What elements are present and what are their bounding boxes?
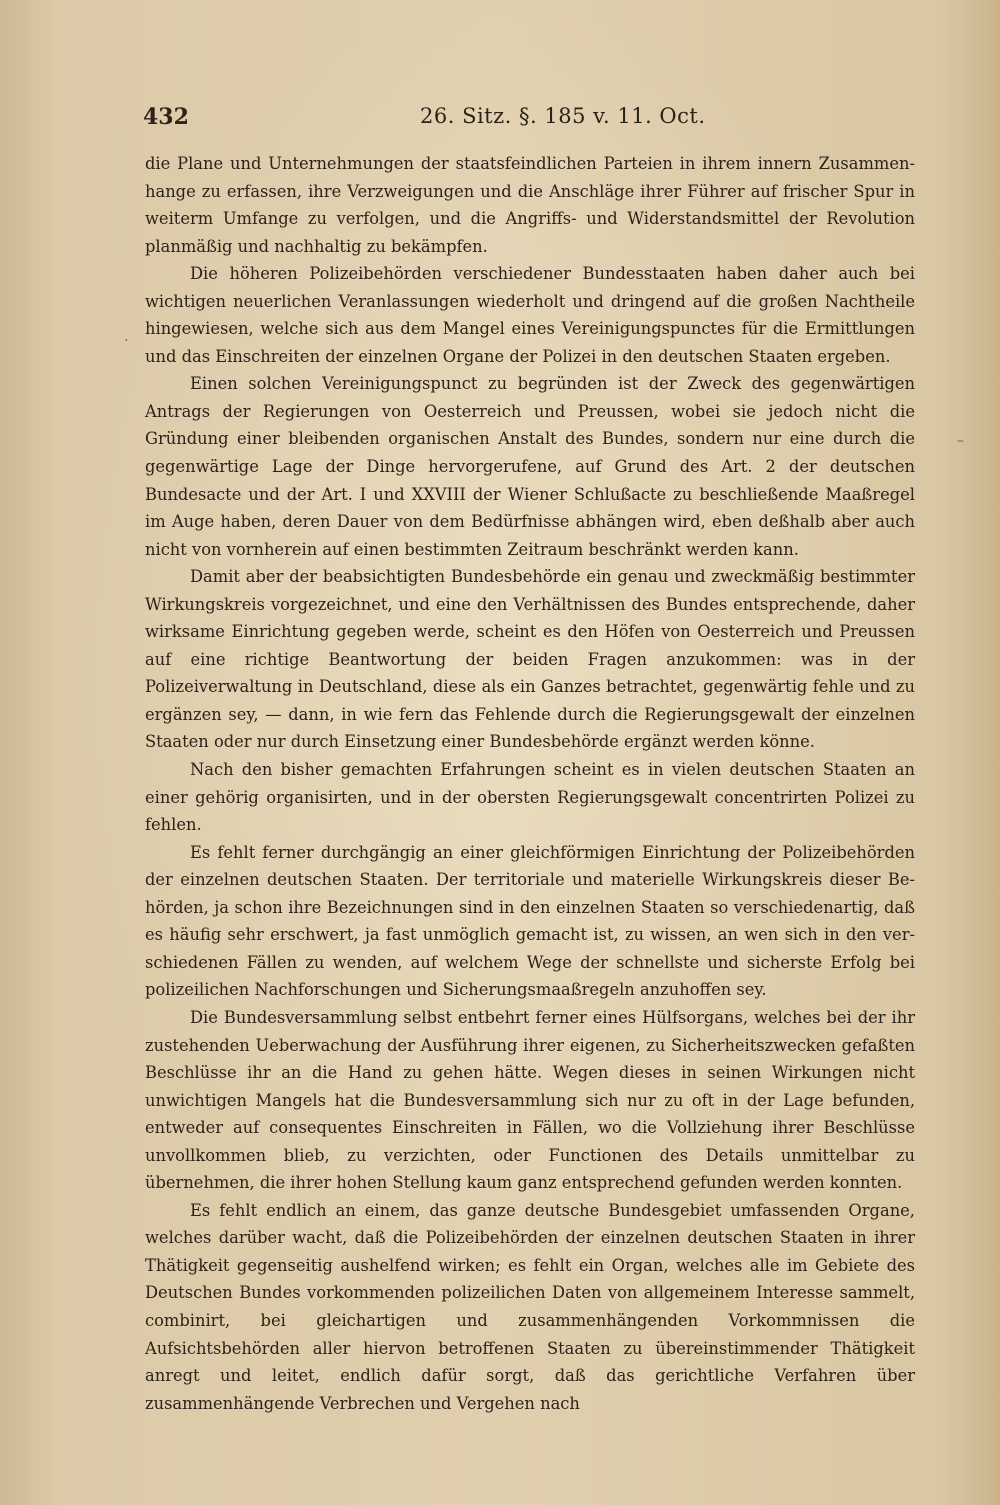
- paragraph-5: Nach den bisher gemachten Erfahrungen scheint es in vielen deutschen Staaten an einer gehörig organisirten, und in der obersten Regierungsgewalt concentrirten Polizei zu fehlen.: [145, 760, 915, 835]
- page-header: [143, 104, 915, 138]
- paragraph-4: Damit aber der beabsichtigten Bundesbehörde ein genau und zweckmäßig bestimmter Wirkungskreis vorgezeichnet, und eine den Verhältnissen des Bundes entsprechende, daher wirksame Einrichtung gegeben werde, scheint es den Höfen von Oesterreich und Preussen auf eine richtige Beantwortung der beiden Fragen anzukommen: was in der Polizeiverwaltung in Deutschland, diese als ein Ganzes betrachtet, gegenwärtig fehle und zu ergänzen sey, — dann, in wie fern das Fehlende durch die Regierungsgewalt der einzelnen Staaten oder nur durch Einsetzung einer Bundesbehörde ergänzt werden könne.: [145, 567, 915, 752]
- running-head: 26. Sitz. §. 185 v. 11. Oct.: [420, 104, 706, 128]
- margin-mark-dash: –: [957, 433, 964, 449]
- paragraph-3: Einen solchen Vereinigungspunct zu begründen ist der Zweck des gegenwärtigen Antrags der Regierungen von Oesterreich und Preussen, wobei sie jedoch nicht die Gründung einer bleibenden organischen Anstalt des Bundes, sondern nur eine durch die gegenwärtige Lage der Dinge hervorgerufene, auf Grund des Art. 2 der deutschen Bundesacte und der Art. I und XXVIII der Wiener Schlußacte zu beschließende Maaßregel im Auge haben, deren Dauer von dem Bedürfnisse abhängen wird, eben deßhalb aber auch nicht von vornherein auf einen bestimmten Zeitraum beschränkt werden kann.: [145, 374, 915, 559]
- page-number: 432: [143, 104, 189, 130]
- body-text: [145, 150, 915, 1417]
- margin-mark-dot: ·: [124, 333, 129, 349]
- paragraph-2: Die höheren Polizeibehörden verschiedener Bundesstaaten haben daher auch bei wichtigen neuerlichen Veranlassungen wiederholt und dringend auf die großen Nachtheile hingewiesen, welche sich aus dem Mangel eines Vereinigungspunctes für die Ermittlungen und das Einschreiten der einzelnen Organe der Polizei in den deutschen Staaten ergeben.: [145, 264, 915, 366]
- paragraph-7: Die Bundesversammlung selbst entbehrt ferner eines Hülfsorgans, welches bei der ihr zustehenden Ueberwachung der Ausführung ihrer eigenen, zu Sicherheitszwecken gefaßten Beschlüsse ihr an die Hand zu gehen hätte. Wegen dieses in seinen Wirkungen nicht unwichtigen Mangels hat die Bundesversammlung sich nur zu oft in der Lage befunden, entweder auf consequentes Einschreiten in Fällen, wo die Vollziehung ihrer Beschlüsse unvollkommen blieb, zu verzichten, oder Functionen des Details unmittelbar zu übernehmen, die ihrer hohen Stellung kaum ganz entsprechend gefunden werden konnten.: [145, 1007, 915, 1193]
- paragraph-1: die Plane und Unternehmungen der staatsfeindlichen Parteien in ihrem innern Zusammenhange zu erfassen, ihre Verzweigungen und die Anschläge ihrer Führer auf frischer Spur in weiterm Umfange zu verfolgen, und die Angriffs- und Widerstandsmittel der Revolution planmäßig und nachhaltig zu bekämpfen.: [145, 154, 915, 256]
- paragraph-6: Es fehlt ferner durchgängig an einer gleichförmigen Einrichtung der Polizeibehörden der einzelnen deutschen Staaten. Der territoriale und materielle Wirkungskreis dieser Behörden, ja schon ihre Bezeichnungen sind in den einzelnen Staaten so verschiedenartig, daß es häufig sehr erschwert, ja fast unmöglich gemacht ist, zu wissen, an wen sich in den verschiedenen Fällen zu wenden, auf welchem Wege der schnellste und sicherste Erfolg bei polizeilichen Nachforschungen und Sicherungsmaaßregeln anzuhoffen sey.: [145, 842, 915, 1000]
- paragraph-8: Es fehlt endlich an einem, das ganze deutsche Bundesgebiet umfassenden Organe, welches darüber wacht, daß die Polizeibehörden der einzelnen deutschen Staaten in ihrer Thätigkeit gegenseitig aushelfend wirken; es fehlt ein Organ, welches alle im Gebiete des Deutschen Bundes vorkommenden polizeilichen Daten von allgemeinem Interesse sammelt, combinirt, bei gleichartigen und zusammenhängenden Vorkommnissen die Aufsichtsbehörden aller hiervon betroffenen Staaten zu übereinstimmender Thätigkeit anregt und leitet, endlich dafür sorgt, daß das gerichtliche Verfahren über zusammenhängende Verbrechen und Vergehen nach: [145, 1200, 915, 1413]
